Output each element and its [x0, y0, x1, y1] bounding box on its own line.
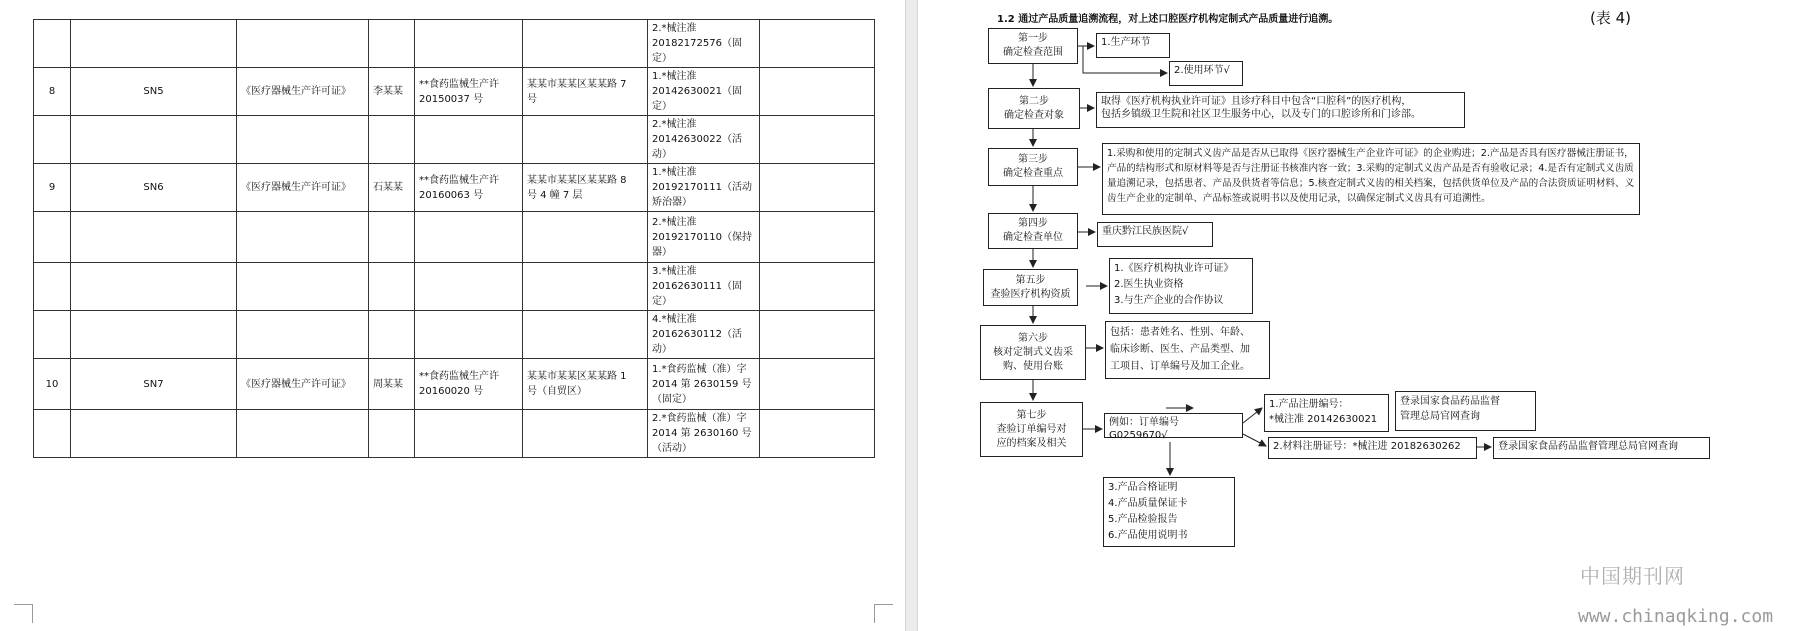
- table-cell-sn: [71, 410, 237, 458]
- product-documents-list: 3.产品合格证明 4.产品质量保证卡 5.产品检验报告 6.产品使用说明书: [1103, 477, 1235, 547]
- table-cell-item: 4.*械注准 20162630112（活动）: [648, 311, 760, 359]
- step-5-description: 1.《医疗机构执业许可证》 2.医生执业资格 3.与生产企业的合作协议: [1109, 258, 1253, 314]
- table-cell-sn: SN5: [71, 68, 237, 116]
- table-cell-extra: [760, 410, 875, 458]
- table-cell-address: 某某市某某区某某路 7 号: [523, 68, 648, 116]
- table-cell-idx: [34, 311, 71, 359]
- query-official-site-box: 登录国家食品药品监督 管理总局官网查询: [1395, 391, 1536, 431]
- page-gutter: [905, 0, 918, 631]
- table-cell-item: 2.*械注准 20182172576（固定）: [648, 20, 760, 68]
- table-cell-license: 《医疗器械生产许可证》: [237, 68, 369, 116]
- table-cell-sn: [71, 263, 237, 311]
- table-cell-permit: **食药监械生产许 20160020 号: [415, 359, 523, 410]
- step-5-box: 第五步 查验医疗机构资质: [983, 269, 1078, 306]
- table-cell-person: 周某某: [369, 359, 415, 410]
- table-row: [34, 116, 875, 164]
- watermark-url: www.chinaqking.com: [1578, 606, 1774, 627]
- table-cell-idx: 9: [34, 164, 71, 212]
- table-cell-address: [523, 263, 648, 311]
- table-cell-item: 1.*食药监械（准）字 2014 第 2630159 号 （固定）: [648, 359, 760, 410]
- table-cell-item: 2.*械注准 20142630022（活动）: [648, 116, 760, 164]
- step-6-box: 第六步 核对定制式义齿采 购、使用台账: [980, 325, 1086, 380]
- table-row: [34, 212, 875, 263]
- table-row: [34, 68, 875, 116]
- page-corner-mark: [14, 604, 33, 623]
- step-4-box: 第四步 确定检查单位: [988, 213, 1078, 249]
- table-cell-extra: [760, 164, 875, 212]
- table-cell-extra: [760, 116, 875, 164]
- page-corner-mark: [874, 604, 893, 623]
- table-cell-license: [237, 410, 369, 458]
- table-cell-permit: [415, 410, 523, 458]
- step-7-box: 第七步 查验订单编号对 应的档案及相关: [980, 402, 1083, 457]
- step-4-description: 重庆黔江民族医院√: [1097, 222, 1213, 247]
- order-number-example: 例如：订单编号 G0259670√: [1104, 413, 1243, 438]
- table-cell-item: 1.*械注准 20142630021（固定）: [648, 68, 760, 116]
- table-number: (表 4): [1590, 9, 1632, 27]
- table-cell-address: [523, 116, 648, 164]
- table-cell-permit: [415, 212, 523, 263]
- table-cell-idx: [34, 410, 71, 458]
- table-cell-extra: [760, 212, 875, 263]
- table-cell-address: [523, 20, 648, 68]
- manufacturer-table: [33, 19, 875, 458]
- table-cell-idx: 10: [34, 359, 71, 410]
- table-cell-license: [237, 116, 369, 164]
- table-cell-license: [237, 20, 369, 68]
- table-cell-address: 某某市某某区某某路 8 号 4 幢 7 层: [523, 164, 648, 212]
- table-cell-address: 某某市某某区某某路 1 号（自贸区）: [523, 359, 648, 410]
- table-cell-license: 《医疗器械生产许可证》: [237, 359, 369, 410]
- step-1-box: 第一步 确定检查范围: [988, 28, 1078, 64]
- table-cell-sn: SN7: [71, 359, 237, 410]
- section-heading: 1.2 通过产品质量追溯流程，对上述口腔医疗机构定制式产品质量进行追溯。: [997, 14, 1339, 25]
- step-1-production-option: 1.生产环节: [1096, 33, 1170, 58]
- table-cell-permit: [415, 263, 523, 311]
- table-cell-address: [523, 212, 648, 263]
- table-cell-sn: [71, 20, 237, 68]
- step-1-usage-option: 2.使用环节√: [1169, 61, 1243, 86]
- table-cell-person: [369, 212, 415, 263]
- table-cell-person: [369, 410, 415, 458]
- table-cell-extra: [760, 311, 875, 359]
- table-cell-permit: **食药监械生产许 20150037 号: [415, 68, 523, 116]
- table-cell-permit: [415, 116, 523, 164]
- table-cell-idx: [34, 116, 71, 164]
- step-3-box: 第三步 确定检查重点: [988, 148, 1078, 186]
- step-2-box: 第二步 确定检查对象: [988, 88, 1080, 129]
- table-cell-idx: [34, 263, 71, 311]
- table-row: [34, 164, 875, 212]
- table-row: [34, 410, 875, 458]
- table-cell-person: [369, 20, 415, 68]
- material-registration-number: 2.材料注册证号：*械注进 20182630262: [1268, 437, 1477, 459]
- table-cell-idx: [34, 20, 71, 68]
- table-row: [34, 311, 875, 359]
- table-cell-person: [369, 116, 415, 164]
- table-cell-permit: **食药监械生产许 20160063 号: [415, 164, 523, 212]
- product-registration-number: 1.产品注册编号： *械注准 20142630021: [1264, 394, 1389, 432]
- table-cell-sn: [71, 116, 237, 164]
- table-cell-item: 3.*械注准 20162630111（固定）: [648, 263, 760, 311]
- table-cell-idx: [34, 212, 71, 263]
- table-cell-item: 1.*械注准 20192170111（活动 矫治器）: [648, 164, 760, 212]
- table-cell-sn: [71, 311, 237, 359]
- table-cell-license: [237, 263, 369, 311]
- table-cell-license: 《医疗器械生产许可证》: [237, 164, 369, 212]
- table-cell-permit: [415, 20, 523, 68]
- step-2-description: 取得《医疗机构执业许可证》且诊疗科目中包含“口腔科”的医疗机构， 包括乡镇级卫生院和社区卫生服务中心，以及专门的口腔诊所和门诊部。: [1096, 92, 1465, 128]
- step-6-description: 包括：患者姓名、性别、年龄、 临床诊断、医生、产品类型、加 工项目、订单编号及加工企业。: [1105, 321, 1270, 379]
- table-row: [34, 359, 875, 410]
- table-cell-extra: [760, 359, 875, 410]
- table-cell-extra: [760, 263, 875, 311]
- table-cell-item: 2.*械注准 20192170110（保持 器）: [648, 212, 760, 263]
- table-cell-person: [369, 311, 415, 359]
- table-cell-extra: [760, 20, 875, 68]
- table-cell-sn: SN6: [71, 164, 237, 212]
- table-cell-extra: [760, 68, 875, 116]
- table-cell-license: [237, 212, 369, 263]
- table-cell-person: 石某某: [369, 164, 415, 212]
- table-cell-person: [369, 263, 415, 311]
- table-cell-sn: [71, 212, 237, 263]
- query-official-site-box-2: 登录国家食品药品监督管理总局官网查询: [1493, 437, 1710, 459]
- step-3-description: 1.采购和使用的定制式义齿产品是否从已取得《医疗器械生产企业许可证》的企业购进；2.产品是否具有医疗器械注册证书，产品的结构形式和原材料等是否与注册证书核准内容一致；3.采购的定制式义齿产品是否有验收记录；4.是否有定制式义齿质量追溯记录，包括患者、产品及供货者等信息；5.核查定制式义齿的相关档案，包括供货单位及产品的合法资质证明材料、义齿生产企业的定制单、产品标签或说明书以及使用记录，以确保定制式义齿具有可追溯性。: [1102, 143, 1640, 215]
- table-cell-idx: 8: [34, 68, 71, 116]
- table-row: [34, 20, 875, 68]
- table-cell-license: [237, 311, 369, 359]
- watermark-site-name: 中国期刊网: [1580, 564, 1685, 588]
- table-row: [34, 263, 875, 311]
- table-cell-item: 2.*食药监械（准）字 2014 第 2630160 号 （活动）: [648, 410, 760, 458]
- table-cell-person: 李某某: [369, 68, 415, 116]
- table-cell-permit: [415, 311, 523, 359]
- table-cell-address: [523, 311, 648, 359]
- right-page: [918, 0, 1809, 631]
- table-cell-address: [523, 410, 648, 458]
